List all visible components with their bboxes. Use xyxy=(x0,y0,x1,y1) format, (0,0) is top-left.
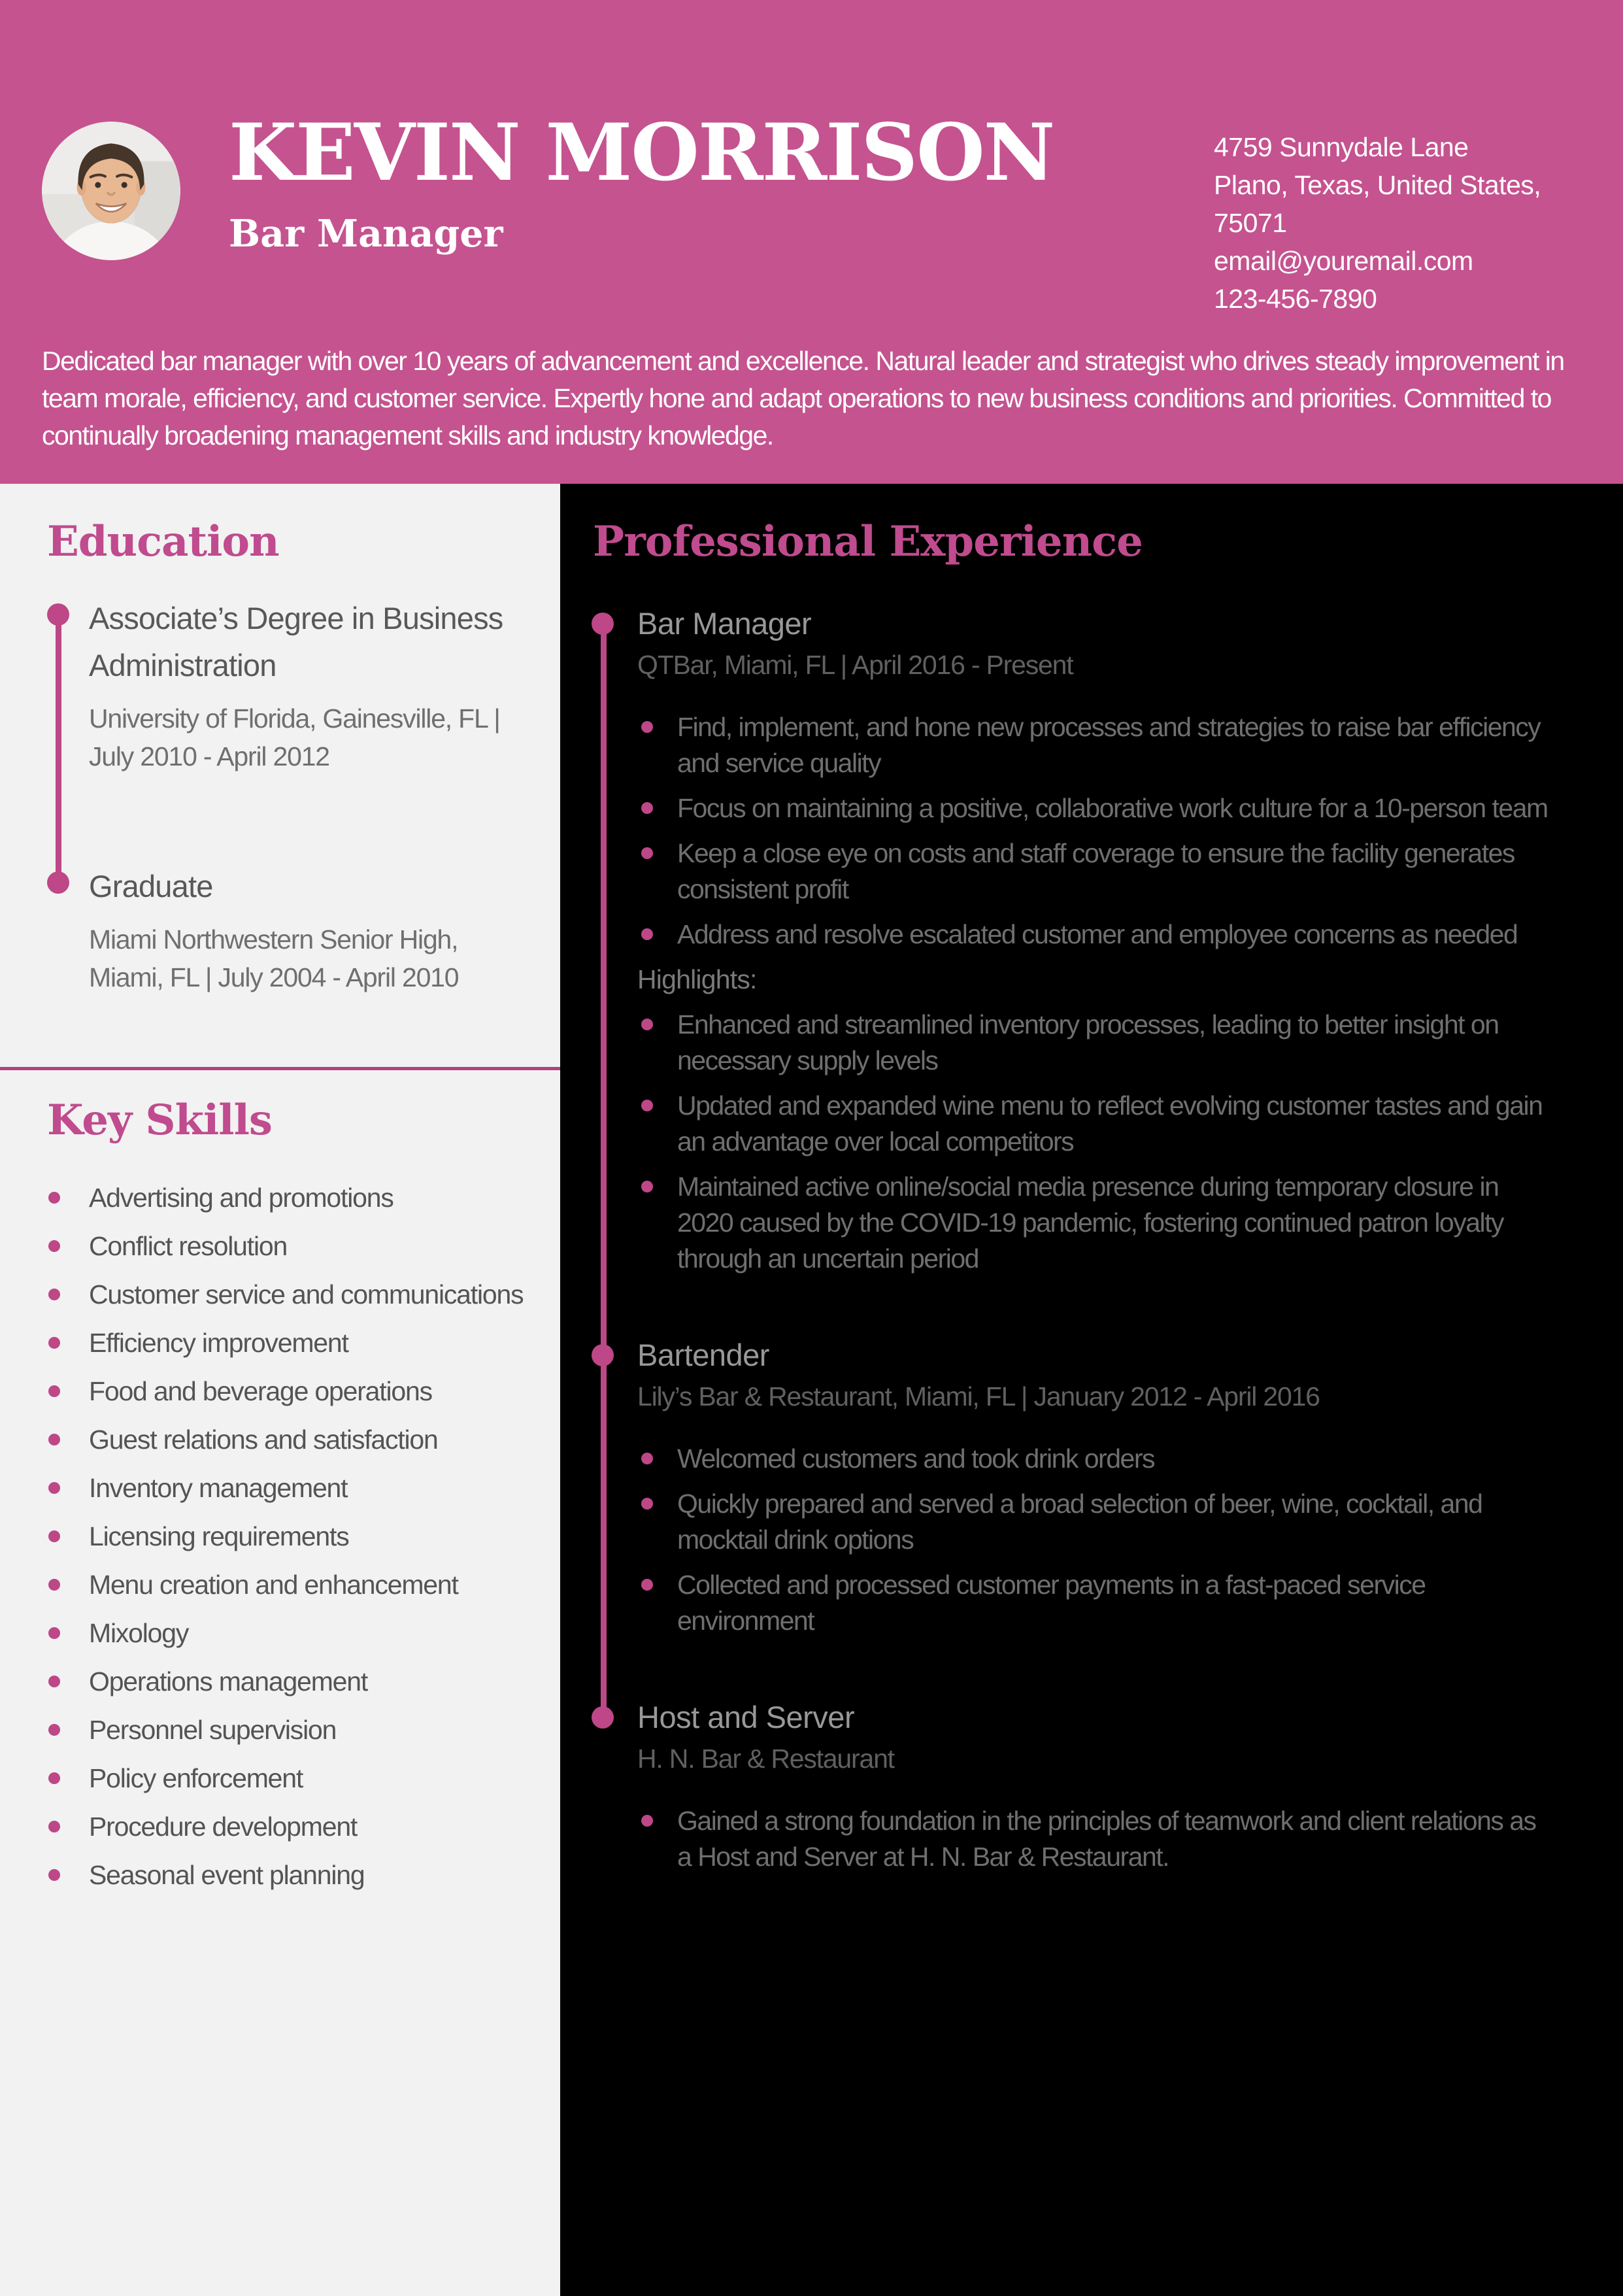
job-bullet xyxy=(637,1441,1552,1477)
experience-list xyxy=(593,604,1587,1875)
highlights-list xyxy=(637,1007,1587,1277)
bullet-dot xyxy=(48,1724,60,1736)
bullet-dot xyxy=(48,1579,60,1591)
education-timeline-line xyxy=(56,615,61,885)
highlight-bullet xyxy=(637,1007,1552,1079)
skill-item xyxy=(47,1472,537,1504)
bullet-dot xyxy=(48,1240,60,1252)
skill-label: Operations management xyxy=(89,1666,368,1697)
candidate-name: KEVIN MORRISON xyxy=(229,107,1054,199)
job-meta: QTBar, Miami, FL | April 2016 - Present xyxy=(637,650,1073,680)
skill-item xyxy=(47,1423,537,1456)
skill-item xyxy=(47,1520,537,1553)
bullet-text: Keep a close eye on costs and staff coverage to ensure the facility generates consistent profit xyxy=(677,838,1514,904)
timeline-dot xyxy=(47,603,69,626)
bullet-dot xyxy=(48,1821,60,1832)
bullet-dot xyxy=(641,1815,653,1827)
job-title: Host and Server xyxy=(637,1700,855,1734)
bullet-dot xyxy=(48,1434,60,1445)
key-skills-heading: Key Skills xyxy=(47,1096,272,1145)
skill-item xyxy=(47,1810,537,1843)
skill-item xyxy=(47,1375,537,1408)
skills-list xyxy=(47,1181,537,1891)
contact-phone: 123-456-7890 xyxy=(1214,284,1377,314)
job-entry xyxy=(637,1698,1587,1875)
header xyxy=(0,0,1623,484)
skill-item xyxy=(47,1568,537,1601)
education-item xyxy=(89,595,537,775)
left-column xyxy=(0,484,560,2296)
bullet-text: Focus on maintaining a positive, collaborative work culture for a 10-person team xyxy=(677,793,1548,823)
bullet-text: Enhanced and streamlined inventory processes, leading to better insight on necessary supply levels xyxy=(677,1009,1499,1075)
bullet-text: Updated and expanded wine menu to reflect evolving customer tastes and gain an advantage over local competitors xyxy=(677,1090,1543,1156)
education-item xyxy=(89,863,537,996)
body-columns xyxy=(0,484,1623,2296)
education-heading: Education xyxy=(47,517,279,566)
skill-item xyxy=(47,1278,537,1311)
education-list xyxy=(47,595,537,996)
bullet-dot xyxy=(48,1869,60,1881)
skill-label: Food and beverage operations xyxy=(89,1376,432,1406)
contact-address-line1: 4759 Sunnydale Lane xyxy=(1214,132,1469,162)
bullet-dot xyxy=(48,1192,60,1204)
job-bullet xyxy=(637,709,1552,781)
contact-postal-code: 75071 xyxy=(1214,208,1287,238)
bullet-dot xyxy=(641,1181,653,1192)
job-bullet-list xyxy=(637,1803,1587,1875)
bullet-text: Address and resolve escalated customer and employee concerns as needed xyxy=(677,919,1518,949)
bullet-dot xyxy=(48,1385,60,1397)
experience-heading: Professional Experience xyxy=(593,517,1143,566)
highlight-bullet xyxy=(637,1088,1552,1160)
job-meta: Lily’s Bar & Restaurant, Miami, FL | January 2012 - April 2016 xyxy=(637,1381,1320,1411)
contact-address-line2: Plano, Texas, United States, xyxy=(1214,170,1541,200)
skill-item xyxy=(47,1230,537,1262)
skill-label: Efficiency improvement xyxy=(89,1328,348,1358)
education-item-meta: University of Florida, Gainesville, FL | July 2010 - April 2012 xyxy=(89,703,500,771)
bullet-dot xyxy=(48,1676,60,1687)
highlights-label: Highlights: xyxy=(637,964,757,994)
bullet-text: Find, implement, and hone new processes and strategies to raise bar efficiency and service quality xyxy=(677,712,1541,778)
bullet-dot xyxy=(641,721,653,733)
job-bullet xyxy=(637,917,1552,953)
bullet-dot xyxy=(641,847,653,859)
bullet-text: Gained a strong foundation in the principles of teamwork and client relations as a Host and Server at H. N. Bar & Restaurant. xyxy=(677,1806,1536,1872)
bullet-text: Welcomed customers and took drink orders xyxy=(677,1443,1154,1474)
bullet-dot xyxy=(48,1772,60,1784)
education-item-title: Graduate xyxy=(89,869,213,903)
contact-email: email@youremail.com xyxy=(1214,246,1473,276)
skill-label: Advertising and promotions xyxy=(89,1183,393,1213)
bullet-text: Quickly prepared and served a broad selection of beer, wine, cocktail, and mocktail drink options xyxy=(677,1489,1482,1555)
job-bullet-list xyxy=(637,1441,1587,1639)
skill-item xyxy=(47,1181,537,1214)
identity-block xyxy=(229,107,1054,256)
bullet-dot xyxy=(641,1019,653,1030)
skill-label: Seasonal event planning xyxy=(89,1860,365,1890)
skill-label: Menu creation and enhancement xyxy=(89,1570,458,1600)
header-top xyxy=(42,107,1584,318)
job-bullet xyxy=(637,1803,1552,1875)
job-title: Bar Manager xyxy=(637,606,812,641)
timeline-dot xyxy=(592,1344,614,1366)
skill-label: Conflict resolution xyxy=(89,1231,288,1261)
bullet-dot xyxy=(48,1627,60,1639)
skill-item xyxy=(47,1859,537,1891)
right-column xyxy=(560,484,1623,2296)
skill-label: Inventory management xyxy=(89,1473,348,1503)
candidate-title: Bar Manager xyxy=(229,212,503,256)
highlight-bullet xyxy=(637,1169,1552,1277)
skill-item xyxy=(47,1617,537,1649)
skill-label: Customer service and communications xyxy=(89,1279,524,1309)
bullet-text: Maintained active online/social media presence during temporary closure in 2020 caused by the COVID-19 pandemic, fostering continued patron loyalty through an uncertain period xyxy=(677,1172,1504,1274)
bullet-dot xyxy=(48,1482,60,1494)
skill-label: Personnel supervision xyxy=(89,1715,337,1745)
job-bullet xyxy=(637,1486,1552,1558)
job-bullet xyxy=(637,1567,1552,1639)
skill-item xyxy=(47,1714,537,1746)
timeline-dot xyxy=(47,871,69,894)
bullet-text: Collected and processed customer payments in a fast-paced service environment xyxy=(677,1570,1426,1636)
bullet-dot xyxy=(48,1289,60,1300)
skill-label: Mixology xyxy=(89,1618,189,1648)
person-portrait-icon xyxy=(42,122,180,260)
education-item-meta: Miami Northwestern Senior High, Miami, FL | July 2004 - April 2010 xyxy=(89,924,459,992)
timeline-dot xyxy=(592,613,614,635)
experience-timeline-line xyxy=(601,625,607,1716)
job-meta: H. N. Bar & Restaurant xyxy=(637,1744,894,1774)
bullet-dot xyxy=(641,1100,653,1111)
skill-item xyxy=(47,1326,537,1359)
job-entry xyxy=(637,1336,1587,1639)
bullet-dot xyxy=(641,1579,653,1591)
profile-photo xyxy=(42,122,180,260)
bullet-dot xyxy=(641,928,653,940)
job-entry xyxy=(637,604,1587,1277)
skill-item xyxy=(47,1762,537,1795)
skill-label: Guest relations and satisfaction xyxy=(89,1425,438,1455)
bullet-dot xyxy=(641,1498,653,1510)
job-bullet xyxy=(637,790,1552,826)
job-title: Bartender xyxy=(637,1338,769,1372)
job-bullet-list xyxy=(637,709,1587,953)
bullet-dot xyxy=(48,1337,60,1349)
bullet-dot xyxy=(48,1530,60,1542)
skill-label: Policy enforcement xyxy=(89,1763,303,1793)
bullet-dot xyxy=(641,1453,653,1464)
job-bullet xyxy=(637,836,1552,907)
bullet-dot xyxy=(641,802,653,814)
timeline-dot xyxy=(592,1706,614,1729)
profile-summary: Dedicated bar manager with over 10 years of advancement and excellence. Natural leader and strategist who drives steady improvement in team morale, efficiency, and customer service. Expertly hone and adapt operations to new business conditions and priorities. Committed to continually broadening management skills and industry knowledge. xyxy=(42,346,1564,450)
education-item-title: Associate’s Degree in Business Administration xyxy=(89,601,503,683)
skill-item xyxy=(47,1665,537,1698)
skill-label: Procedure development xyxy=(89,1812,358,1842)
section-divider xyxy=(0,1067,560,1070)
contact-info xyxy=(1214,128,1584,318)
skill-label: Licensing requirements xyxy=(89,1521,349,1551)
